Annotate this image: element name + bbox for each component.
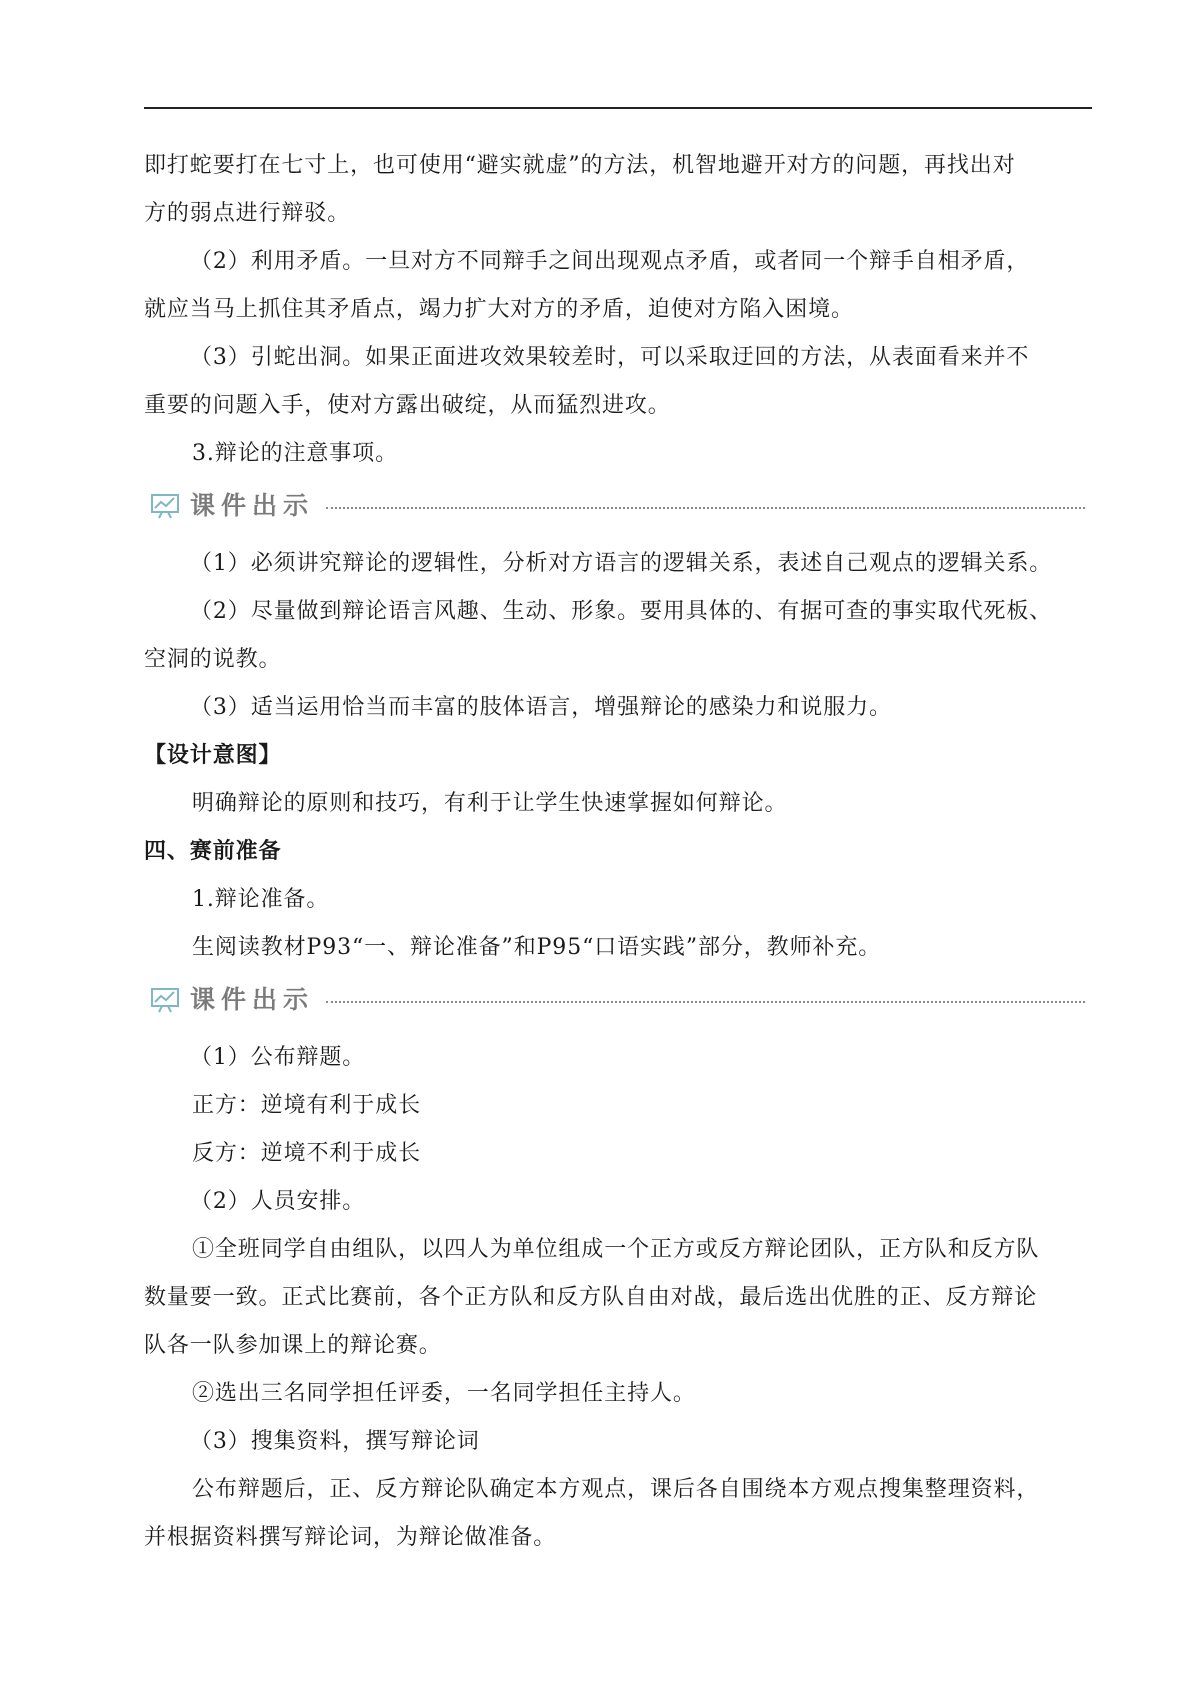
text-line: （3）搜集资料，撰写辩论词 bbox=[190, 1429, 480, 1454]
section-heading: 四、赛前准备 bbox=[144, 839, 282, 864]
text-line: 即打蛇要打在七寸上，也可使用“避实就虚”的方法，机智地避开对方的问题，再找出对 bbox=[144, 153, 1016, 178]
text-line: （3）引蛇出洞。如果正面进攻效果较差时，可以采取迂回的方法，从表面看来并不 bbox=[190, 345, 1030, 370]
text-line: 反方：逆境不利于成长 bbox=[192, 1141, 422, 1166]
text-line: 1.辩论准备。 bbox=[192, 887, 330, 912]
text-line: 重要的问题入手，使对方露出破绽，从而猛烈进攻。 bbox=[144, 393, 671, 418]
text-line: （2）人员安排。 bbox=[190, 1189, 366, 1214]
courseware-title: 课件出示 bbox=[190, 985, 315, 1014]
presentation-chart-icon bbox=[150, 987, 180, 1013]
text-line: 3.辩论的注意事项。 bbox=[192, 441, 398, 466]
text-line: 公布辩题后，正、反方辩论队确定本方观点，课后各自围绕本方观点搜集整理资料， bbox=[192, 1477, 1040, 1502]
text-line: （1）必须讲究辩论的逻辑性，分析对方语言的逻辑关系，表述自己观点的逻辑关系。 bbox=[190, 551, 1053, 576]
courseware-heading bbox=[150, 489, 1085, 523]
text-line: 数量要一致。正式比赛前，各个正方队和反方队自由对战，最后选出优胜的正、反方辩论 bbox=[144, 1285, 1038, 1310]
text-line: （1）公布辩题。 bbox=[190, 1045, 366, 1070]
header-rule bbox=[144, 107, 1092, 109]
text-line: 就应当马上抓住其矛盾点，竭力扩大对方的矛盾，迫使对方陷入困境。 bbox=[144, 297, 854, 322]
courseware-heading bbox=[150, 983, 1085, 1017]
text-line: 队各一队参加课上的辩论赛。 bbox=[144, 1333, 442, 1358]
dotted-divider bbox=[326, 1001, 1085, 1003]
courseware-title: 课件出示 bbox=[190, 491, 315, 520]
presentation-chart-icon bbox=[150, 493, 180, 519]
text-line: 空洞的说教。 bbox=[144, 647, 282, 672]
text-line: 生阅读教材P93“一、辩论准备”和P95“口语实践”部分，教师补充。 bbox=[192, 935, 882, 960]
text-line: （3）适当运用恰当而丰富的肢体语言，增强辩论的感染力和说服力。 bbox=[190, 695, 892, 720]
dotted-divider bbox=[326, 507, 1085, 509]
text-line: （2）利用矛盾。一旦对方不同辩手之间出现观点矛盾，或者同一个辩手自相矛盾， bbox=[190, 249, 1030, 274]
text-line: 方的弱点进行辩驳。 bbox=[144, 201, 351, 226]
text-line: 并根据资料撰写辩论词，为辩论做准备。 bbox=[144, 1525, 557, 1550]
text-line: ①全班同学自由组队，以四人为单位组成一个正方或反方辩论团队，正方队和反方队 bbox=[192, 1237, 1040, 1262]
text-line: ②选出三名同学担任评委，一名同学担任主持人。 bbox=[192, 1381, 696, 1406]
section-heading: 【设计意图】 bbox=[144, 743, 282, 768]
text-line: （2）尽量做到辩论语言风趣、生动、形象。要用具体的、有据可查的事实取代死板、 bbox=[190, 599, 1053, 624]
text-line: 明确辩论的原则和技巧，有利于让学生快速掌握如何辩论。 bbox=[192, 791, 788, 816]
text-line: 正方：逆境有利于成长 bbox=[192, 1093, 422, 1118]
